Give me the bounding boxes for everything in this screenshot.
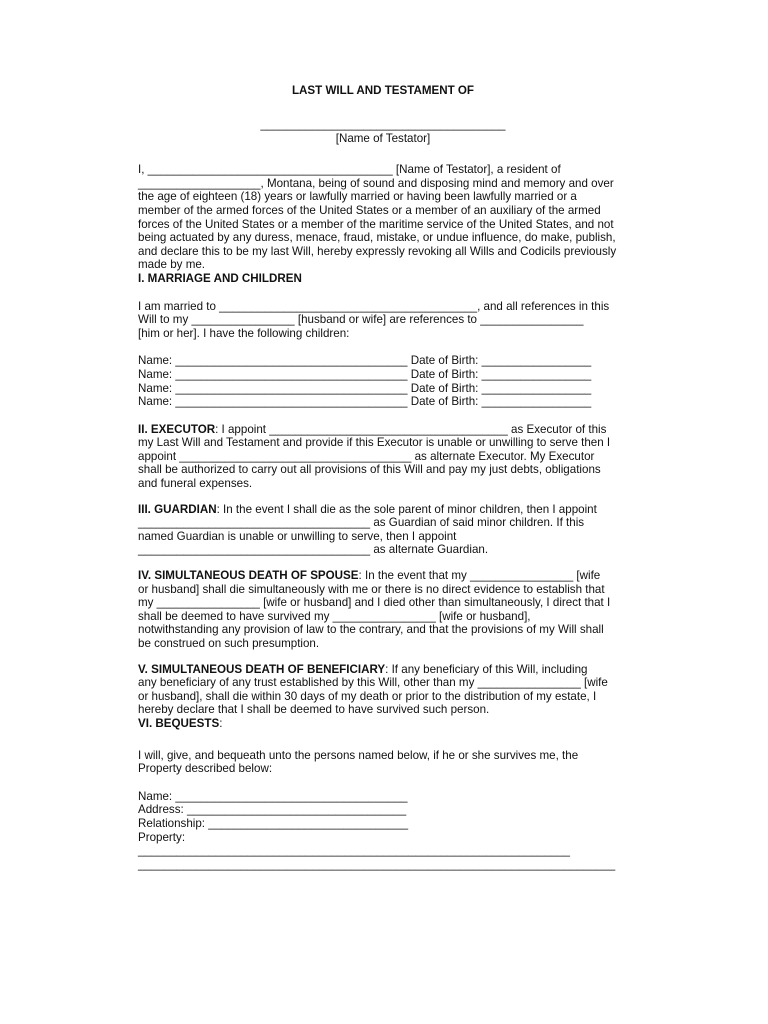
guardian-line: ____________________________________ as Guardian of said minor children. If this — [138, 516, 585, 530]
child-entry[interactable]: Name: ____________________________________ Date of Birth: _________________ — [138, 381, 592, 395]
executor-line: and funeral expenses. — [138, 477, 253, 491]
will-document — [138, 84, 628, 871]
intro-paragraph — [138, 163, 628, 272]
guardian-first-line — [138, 503, 628, 517]
bequest-relationship-field[interactable]: Relationship: _______________________________ — [138, 816, 409, 830]
beneficiary-death-paragraph — [138, 663, 628, 717]
spouse-death-paragraph — [138, 569, 628, 651]
bequest-property-line[interactable]: ___________________________________________________________________ — [138, 844, 571, 858]
executor-paragraph — [138, 423, 628, 491]
section-heading-marriage: I. MARRIAGE AND CHILDREN — [138, 271, 302, 285]
executor-first-line-text: : I appoint _____________________________________ as Executor of this — [215, 422, 607, 436]
section-heading-bequests-wrap — [138, 717, 628, 731]
bequest-address-field[interactable]: Address: __________________________________ — [138, 803, 407, 817]
section-heading-guardian: III. GUARDIAN — [138, 502, 217, 516]
intro-line: the age of eighteen (18) years or lawfully married or having been lawfully married or a — [138, 190, 577, 204]
beneficiary-death-first-line-text: : If any beneficiary of this Will, including — [385, 662, 588, 676]
marriage-line: I am married to ________________________________________, and all references in this — [138, 299, 610, 313]
bequests-line: Property described below: — [138, 762, 273, 776]
executor-first-line — [138, 423, 628, 437]
intro-line: being actuated by any duress, menace, fraud, mistake, or undue influence, do make, publish, — [138, 231, 616, 245]
intro-line: made by me. — [138, 258, 206, 272]
intro-line: member of the armed forces of the United States or a member of an auxiliary of the armed — [138, 203, 601, 217]
child-entry[interactable]: Name: ____________________________________ Date of Birth: _________________ — [138, 354, 592, 368]
beneficiary-death-line: hereby declare that I shall be deemed to have survived such person. — [138, 703, 490, 717]
guardian-line: ____________________________________ as alternate Guardian. — [138, 543, 489, 557]
child-entry[interactable]: Name: ____________________________________ Date of Birth: _________________ — [138, 367, 592, 381]
bequest-property-label: Property: — [138, 830, 186, 844]
spouse-death-line: notwithstanding any provision of law to the contrary, and that the provisions of my Will shall — [138, 623, 604, 637]
executor-line: appoint ____________________________________ as alternate Executor. My Executor — [138, 449, 595, 463]
guardian-line: named Guardian is unable or unwilling to serve, then I appoint — [138, 529, 457, 543]
document-title: LAST WILL AND TESTAMENT OF — [291, 84, 475, 97]
bequest-property-line[interactable]: __________________________________________________________________________ — [138, 857, 616, 871]
spouse-death-line: my ________________ [wife or husband] and I died other than simultaneously, I direct that I — [138, 596, 611, 610]
marriage-paragraph — [138, 300, 628, 341]
bequest-fields — [138, 790, 628, 872]
spouse-death-first-line — [138, 569, 628, 583]
bequests-paragraph — [138, 749, 628, 776]
beneficiary-death-line: any beneficiary of any trust established by this Will, other than my ________________ [wife — [138, 676, 608, 690]
guardian-first-line-text: : In the event I shall die as the sole parent of minor children, then I appoint — [216, 502, 597, 516]
children-list — [138, 354, 628, 408]
spouse-death-first-line-text: : In the event that my ________________ [wife — [358, 569, 601, 583]
guardian-paragraph — [138, 503, 628, 557]
beneficiary-death-first-line — [138, 663, 628, 677]
section-heading-spouse-death: IV. SIMULTANEOUS DEATH OF SPOUSE — [138, 569, 359, 583]
section-heading-bequests: VI. BEQUESTS — [138, 716, 220, 730]
testator-name-caption: [Name of Testator] — [335, 131, 431, 145]
child-entry[interactable]: Name: ____________________________________ Date of Birth: _________________ — [138, 395, 592, 409]
bequests-line: I will, give, and bequeath unto the persons named below, if he or she survives me, the — [138, 748, 579, 762]
intro-line: forces of the United States or a member of the maritime service of the United States, and not — [138, 217, 614, 231]
spouse-death-line: or husband] shall die simultaneously with me or there is no direct evidence to establish that — [138, 582, 605, 596]
marriage-line: [him or her]. I have the following children: — [138, 326, 350, 340]
beneficiary-death-line: or husband], shall die within 30 days of my death or prior to the distribution of my estate, I — [138, 689, 597, 703]
section-heading-beneficiary-death: V. SIMULTANEOUS DEATH OF BENEFICIARY — [138, 662, 386, 676]
intro-line: and declare this to be my last Will, hereby expressly revoking all Wills and Codicils previously — [138, 244, 617, 258]
bequest-name-field[interactable]: Name: ____________________________________ — [138, 789, 408, 803]
section-heading-executor: II. EXECUTOR — [138, 422, 216, 436]
intro-line: I, ______________________________________ [Name of Testator], a resident of — [138, 163, 561, 177]
spouse-death-line: be construed on such presumption. — [138, 637, 320, 650]
executor-line: shall be authorized to carry out all provisions of this Will and pay my just debts, obligations — [138, 463, 601, 477]
spouse-death-line: shall be deemed to have survived my ________________ [wife or husband], — [138, 609, 531, 623]
marriage-line: Will to my ________________ [husband or wife] are references to ________________ — [138, 313, 584, 327]
bequests-heading-colon: : — [219, 716, 223, 730]
intro-line: ___________________, Montana, being of sound and disposing mind and memory and over — [138, 176, 614, 190]
executor-line: my Last Will and Testament and provide if this Executor is unable or unwilling to serve then I — [138, 436, 611, 450]
testator-name-blank[interactable]: ______________________________________ — [260, 118, 506, 131]
